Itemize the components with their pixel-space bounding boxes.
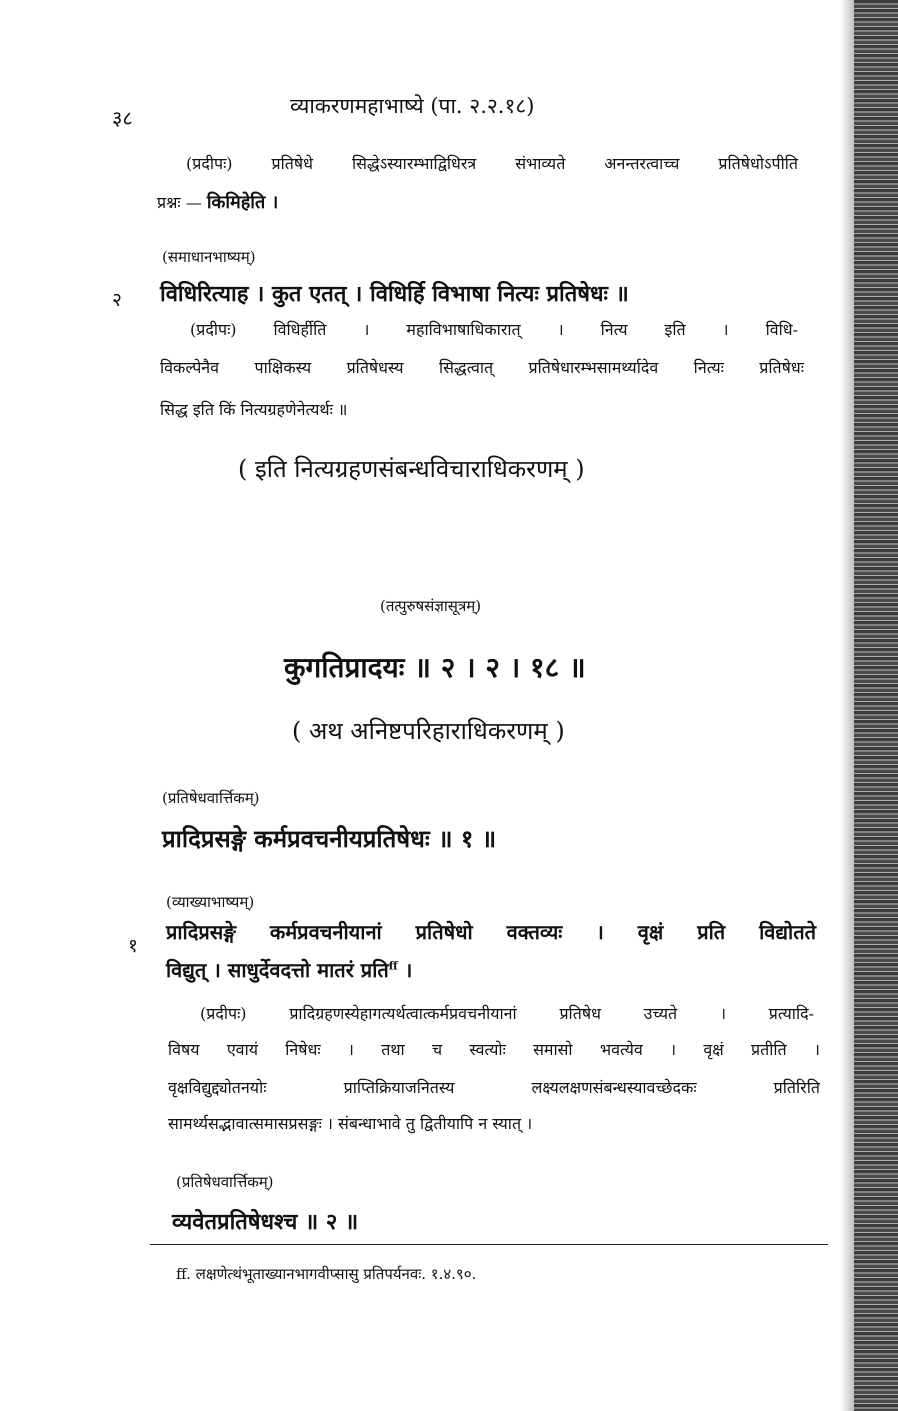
vyakhya-bhashya-label: (व्याख्याभाष्यम्) [166,893,255,911]
pradipa-2-line-2: विकल्पेनैव पाक्षिकस्य प्रतिषेधस्य सिद्धत्वात् प्रतिषेधारम्भसामर्थ्यादेव नित्यः प्रतिषेधः [160,358,804,377]
prashna-question: किमिहेति । [206,192,279,213]
vartika-1-label: (प्रतिषेधवार्त्तिकम्) [162,789,260,807]
pradipa-3-line-2: विषय एवायं निषेधः । तथा च स्वत्योः समासो भवत्येव । वृक्षं प्रतीति । [168,1040,820,1059]
page-number: ३८ [112,106,133,130]
pradipa-3-line-1: (प्रदीपः) प्रादिग्रहणस्येहागत्यर्थत्वात्कर्मप्रवचनीयानां प्रतिषेध उच्यते । प्रत्यादि- [200,1004,814,1023]
sutra-heading: कुगतिप्रादयः ॥ २ । २ । १८ ॥ [284,651,586,684]
vartika-1: प्रादिप्रसङ्गे कर्मप्रवचनीयप्रतिषेधः ॥ १ ॥ [162,824,497,853]
footnote-rule [150,1244,828,1245]
paragraph-number-1: १ [128,935,138,957]
bhashya-paragraph-1-line-2 [166,956,412,983]
running-head: व्याकरणमहाभाष्ये (पा. २.२.१८) [290,94,535,118]
pradipa-3-line-3: वृक्षविद्युद्द्योतनयोः प्राप्तिक्रियाजनितस्य लक्ष्यलक्षणसंबन्धस्यावच्छेदकः प्रतिरिति [168,1078,820,1097]
pradipa-1-line-1: (प्रदीपः) प्रतिषेधे सिद्धेऽस्यारम्भाद्विधिरत्र संभाव्यते अनन्तरत्वाच्च प्रतिषेधोऽपीति [186,154,798,173]
bhashya-paragraph-1-danda: । [397,958,413,982]
pradipa-1-line-2 [157,190,278,214]
paragraph-number-2: २ [112,289,122,311]
pradipa-2-line-3: सिद्ध इति किं नित्यग्रहणेनेत्यर्थः ॥ [160,400,348,419]
footnote: ff. लक्षणेत्थंभूताख्यानभागवीप्सासु प्रतिपर्यनवः. १.४.९०. [176,1265,477,1283]
pradipa-3-line-4: सामर्थ्यसद्भावात्समासप्रसङ्गः । संबन्धाभावे तु द्वितीयापि न स्यात् । [168,1114,533,1133]
footnote-marker: ff [388,959,398,973]
bhashya-paragraph-1-text: विद्युत् । साधुर्देवदत्तो मातरं प्रति [166,958,389,982]
scanned-page-edge [854,0,898,1411]
prashna-prefix: प्रश्नः — [157,193,202,212]
pradipa-2-line-1: (प्रदीपः) विधिर्हीति । महाविभाषाधिकारात् । नित्य इति । विधि- [190,320,798,339]
bhashya-paragraph-2: विधिरित्याह । कुत एतत् । विधिर्हि विभाषा नित्यः प्रतिषेधः ॥ [160,281,629,307]
vartika-2: व्यवेतप्रतिषेधश्च ॥ २ ॥ [172,1209,359,1235]
samadhana-bhashya-label: (समाधानभाष्यम्) [162,248,256,266]
bhashya-paragraph-1-line-1: प्रादिप्रसङ्गे कर्मप्रवचनीयानां प्रतिषेधो वक्तव्यः । वृक्षं प्रति विद्योतते [166,920,816,944]
page-edge-shadow [840,0,854,1411]
adhikarana-heading: ( अथ अनिष्टपरिहाराधिकरणम् ) [292,717,565,745]
closing-adhikarana-heading: ( इति नित्यग्रहणसंबन्धविचाराधिकरणम् ) [238,455,585,483]
tatpurusha-label: (तत्पुरुषसंज्ञासूत्रम्) [380,597,482,615]
vartika-2-label: (प्रतिषेधवार्त्तिकम्) [176,1173,274,1191]
